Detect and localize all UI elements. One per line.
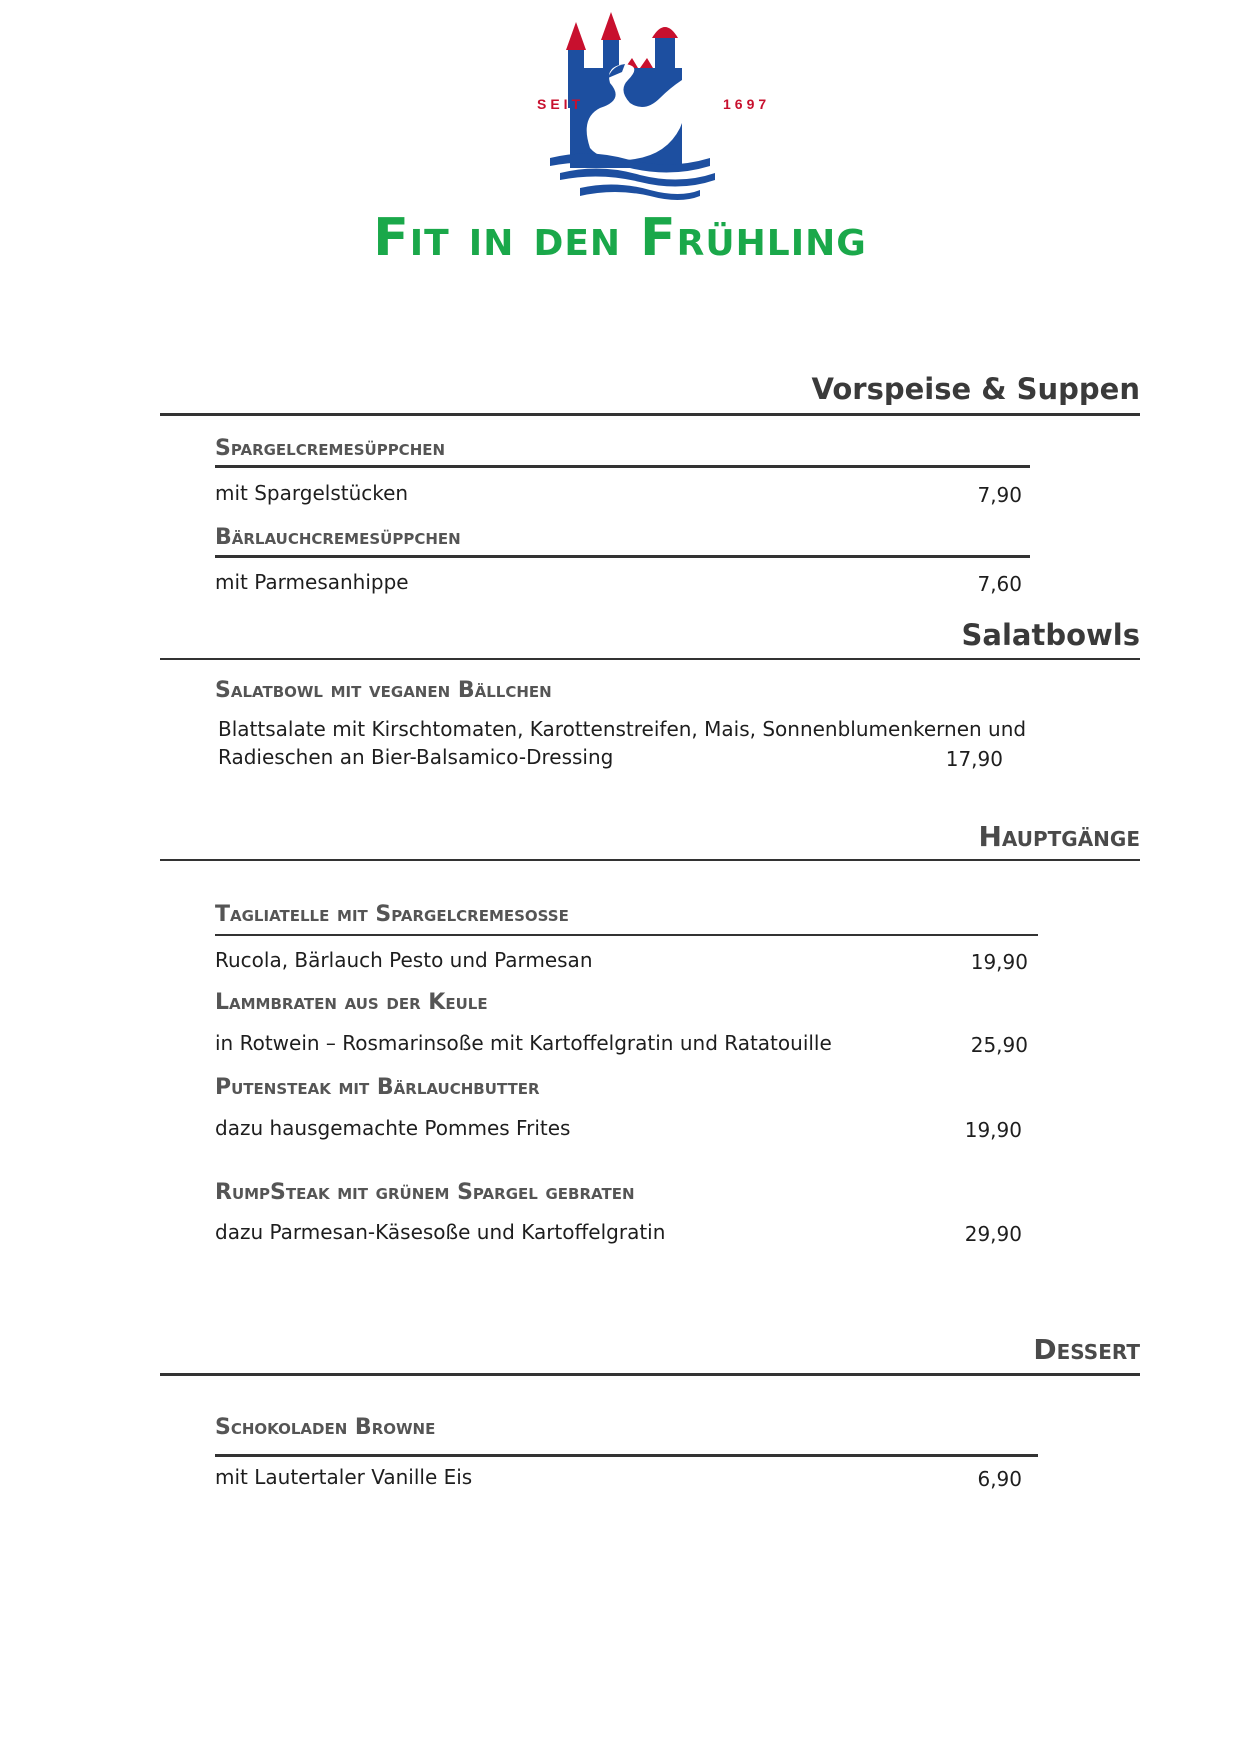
menu-item-description: in Rotwein – Rosmarinsoße mit Kartoffelgratin und Ratatouille	[215, 1031, 832, 1055]
menu-item-description: dazu hausgemachte Pommes Frites	[215, 1116, 571, 1140]
item-divider	[215, 555, 1030, 558]
menu-item-price: 25,90	[970, 1033, 1028, 1057]
section-divider	[160, 413, 1140, 416]
section-heading-dessert: Dessert	[1033, 1333, 1140, 1366]
menu-item-name: Lammbraten aus der Keule	[215, 990, 488, 1015]
menu-item-price: 19,90	[964, 1118, 1022, 1142]
menu-item-name: RumpSteak mit grünem Spargel gebraten	[215, 1180, 635, 1205]
menu-item-name: Putensteak mit Bärlauchbutter	[215, 1075, 540, 1100]
section-divider	[160, 1373, 1140, 1376]
menu-item-description: Blattsalate mit Kirschtomaten, Karottenstreifen, Mais, Sonnenblumenkernen und	[218, 717, 1027, 741]
menu-item-name: Spargelcremesüppchen	[215, 436, 446, 461]
menu-item-description: mit Lautertaler Vanille Eis	[215, 1465, 473, 1489]
item-divider	[215, 934, 1038, 936]
menu-item-description: Radieschen an Bier-Balsamico-Dressing	[218, 745, 614, 769]
menu-item-description: dazu Parmesan-Käsesoße und Kartoffelgratin	[215, 1220, 666, 1244]
menu-item-name: Bärlauchcremesüppchen	[215, 525, 461, 550]
item-divider	[215, 1454, 1038, 1457]
menu-item-name: Salatbowl mit veganen Bällchen	[215, 678, 552, 703]
logo-text-year: 1697	[723, 96, 771, 112]
section-heading-salads: Salatbowls	[961, 618, 1140, 652]
section-heading-mains: Hauptgänge	[978, 820, 1140, 853]
section-divider	[160, 658, 1140, 660]
menu-item-description: mit Spargelstücken	[215, 481, 409, 505]
menu-item-price: 7,60	[977, 572, 1022, 596]
menu-item-price: 6,90	[977, 1467, 1022, 1491]
menu-item-price: 7,90	[977, 483, 1022, 507]
menu-item-description: Rucola, Bärlauch Pesto und Parmesan	[215, 948, 593, 972]
logo-text-seit: SEIT	[537, 96, 585, 112]
menu-item-price: 19,90	[970, 950, 1028, 974]
section-divider	[160, 859, 1140, 861]
menu-item-description: mit Parmesanhippe	[215, 570, 409, 594]
menu-item-name: Schokoladen Browne	[215, 1415, 436, 1440]
item-divider	[215, 465, 1030, 468]
menu-item-price: 29,90	[964, 1222, 1022, 1246]
menu-item-name: Tagliatelle mit Spargelcremesoße	[215, 902, 569, 927]
page-title: Fit in den Frühling	[373, 208, 867, 268]
menu-item-price: 17,90	[945, 747, 1003, 771]
section-heading-starters: Vorspeise & Suppen	[811, 372, 1140, 406]
